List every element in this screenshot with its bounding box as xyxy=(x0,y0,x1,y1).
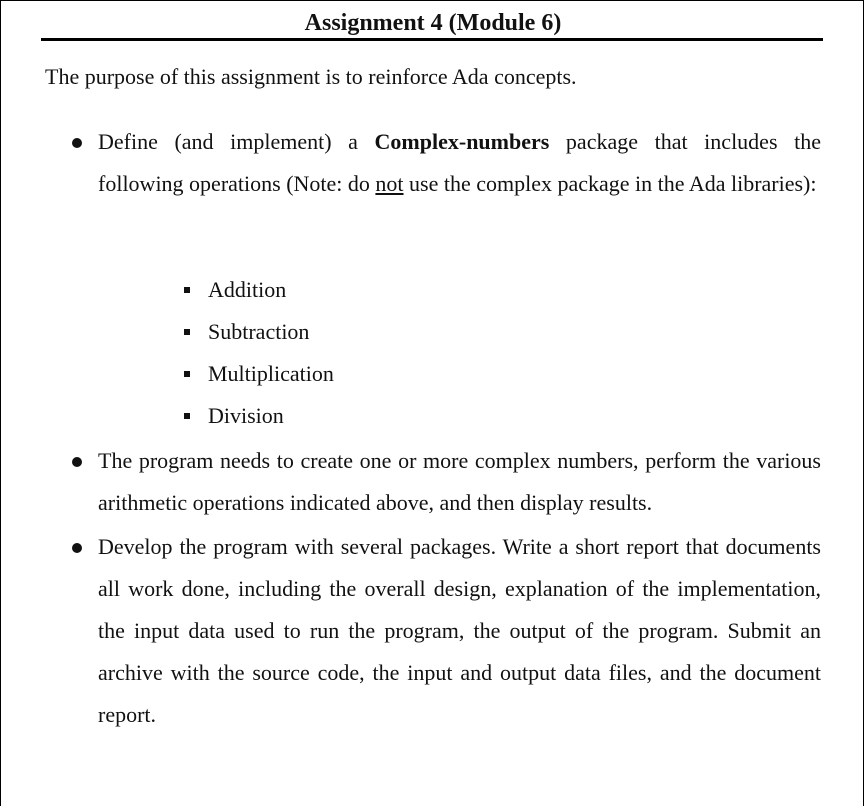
document-title: Assignment 4 (Module 6) xyxy=(304,10,562,36)
intro-paragraph: The purpose of this assignment is to reinforce Ada concepts. xyxy=(45,64,577,89)
bullet-1-part2: package that includes the following operations (Note: do xyxy=(98,129,821,196)
square-bullet-2 xyxy=(184,329,190,335)
operation-item: Subtraction xyxy=(208,319,310,344)
square-bullet-1 xyxy=(184,287,190,293)
operation-item: Division xyxy=(208,403,284,428)
bullet-2-text: The program needs to create one or more complex numbers, perform the various arithmetic operations indicated above, and then display results. xyxy=(98,448,821,515)
square-bullet-4 xyxy=(184,413,190,419)
bullet-1-text xyxy=(98,121,821,205)
bullet-1-part3: use the complex package in the Ada libraries): xyxy=(403,171,817,196)
square-bullet-3 xyxy=(184,371,190,377)
bullet-dot-3 xyxy=(72,543,82,553)
bullet-3-text: Develop the program with several packages. Write a short report that documents all work done, including the overall design, explanation of the implementation, the input data used to run the program, the output of the program. Submit an archive with the source code, the input and output data files, and the document report. xyxy=(98,534,821,727)
operation-item: Addition xyxy=(208,277,287,302)
bullet-1-underlined: not xyxy=(375,171,404,196)
bullet-dot-2 xyxy=(72,457,82,467)
bullet-1-bold: Complex-numbers xyxy=(374,129,550,154)
title-underline-rule xyxy=(41,38,823,41)
operation-item: Multiplication xyxy=(208,361,334,386)
bullet-dot-1 xyxy=(72,138,82,148)
bullet-1-part1: Define (and implement) a xyxy=(98,129,375,154)
